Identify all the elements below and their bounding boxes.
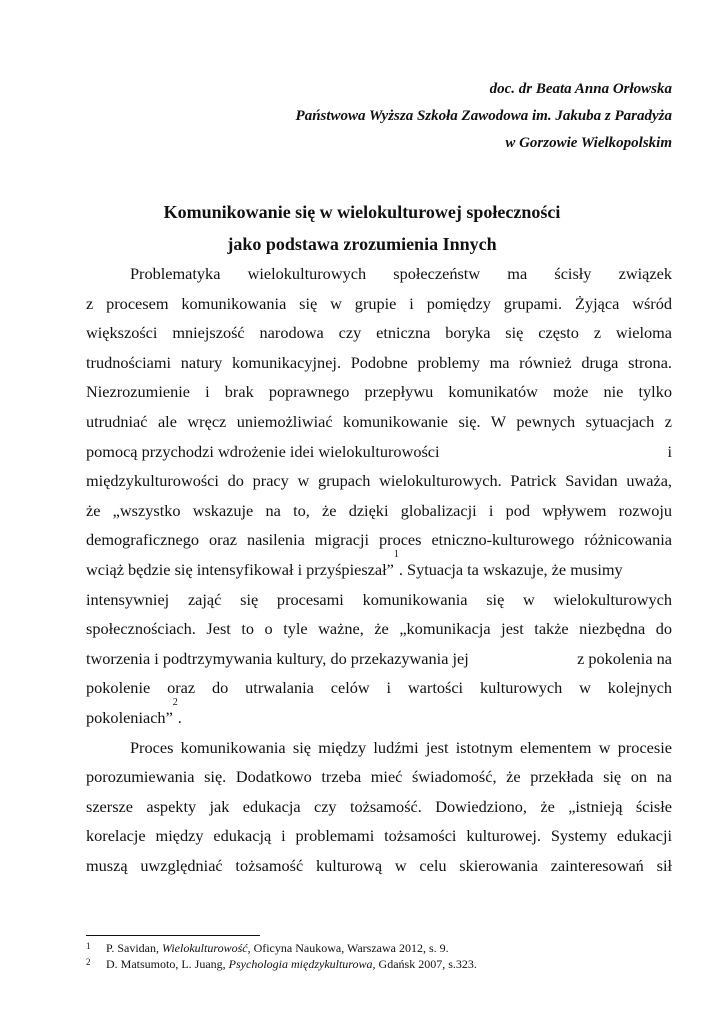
paragraph-line: utrudniać ale wręcz uniemożliwiać komunikowanie się. W pewnych sytuacjach z	[86, 411, 672, 431]
paragraph-line: demograficznego oraz nasilenia migracji proces etniczno-kulturowego różnicowania	[86, 530, 672, 550]
author-institution: Państwowa Wyższa Szkoła Zawodowa im. Jakuba z Paradyża	[295, 108, 672, 124]
word: ścisły	[554, 264, 592, 283]
article-title	[0, 196, 724, 260]
paragraph-line: że „wszystko wskazuje na to, że dzięki globalizacji i pod wpływem rozwoju	[86, 500, 672, 520]
author-city: w Gorzowie Wielkopolskim	[505, 135, 672, 151]
word: ma	[507, 264, 528, 283]
paragraph-line: pokoleniach” 2 .	[86, 703, 672, 733]
title-line-2: jako podstawa zrozumienia Innych	[227, 234, 497, 254]
footnote-separator	[86, 935, 260, 936]
paragraph-line: korelacje między edukacją i problemami tożsamości kulturowej. Systemy edukacji	[86, 826, 672, 846]
footnote-ref: 2	[172, 696, 178, 708]
footnote: 1 P. Savidan, Wielokulturowość, Oficyna Naukowa, Warszawa 2012, s. 9.	[86, 941, 449, 955]
paragraph-line: trudnościami natury komunikacyjnej. Podobne problemy ma również druga strona.	[86, 352, 672, 372]
paragraph-line: szersze aspekty jak edukacja czy tożsamość. Dowiedziono, że „istnieją ścisłe	[86, 796, 672, 816]
footnote-ref: 1	[393, 548, 399, 560]
paragraph-line: Proces komunikowania się między ludźmi jest istotnym elementem w procesie	[130, 737, 672, 757]
paragraph-line	[86, 259, 672, 289]
paragraph-line: intensywniej zająć się procesami komunikowania się w wielokulturowych	[86, 589, 672, 609]
paragraph-line: pomocą przychodzi wdrożenie idei wielokulturowości i	[86, 441, 672, 461]
article-body	[86, 259, 672, 880]
word: społeczeństw	[393, 264, 481, 283]
title-line-1: Komunikowanie się w wielokulturowej społeczności	[163, 202, 561, 222]
author-block	[296, 76, 672, 157]
footnote: 2 D. Matsumoto, L. Juang, Psychologia międzykulturowa, Gdańsk 2007, s.323.	[86, 957, 477, 971]
paragraph-line: międzykulturowości do pracy w grupach wielokulturowych. Patrick Savidan uważa,	[86, 471, 672, 491]
paragraph-line: muszą uwzględniać tożsamość kulturową w celu skierowania zainteresowań sił	[86, 855, 672, 875]
word: Problematyka	[130, 264, 221, 283]
paragraph-line: większości mniejszość narodowa czy etniczna boryka się często z wieloma	[86, 323, 672, 343]
footnotes	[86, 940, 477, 972]
word: wielokulturowych	[247, 264, 367, 283]
paragraph-line: z procesem komunikowania się w grupie i pomiędzy grupami. Żyjąca wśród	[86, 293, 672, 313]
word: związek	[618, 264, 672, 283]
paragraph-line: porozumiewania się. Dodatkowo trzeba mieć świadomość, że przekłada się on na	[86, 767, 672, 787]
paragraph-line: wciąż będzie się intensyfikował i przyśpieszał” 1 . Sytuacja ta wskazuje, że musimy	[86, 555, 672, 585]
paragraph-line: Niezrozumienie i brak poprawnego przepływu komunikatów może nie tylko	[86, 382, 672, 402]
paragraph-line: tworzenia i podtrzymywania kultury, do przekazywania jej z pokolenia na	[86, 648, 672, 668]
paragraph-line: pokolenie oraz do utrwalania celów i wartości kulturowych w kolejnych	[86, 678, 672, 698]
author-name: doc. dr Beata Anna Orłowska	[489, 81, 672, 97]
paragraph-line: społecznościach. Jest to o tyle ważne, że „komunikacja jest także niezbędna do	[86, 619, 672, 639]
